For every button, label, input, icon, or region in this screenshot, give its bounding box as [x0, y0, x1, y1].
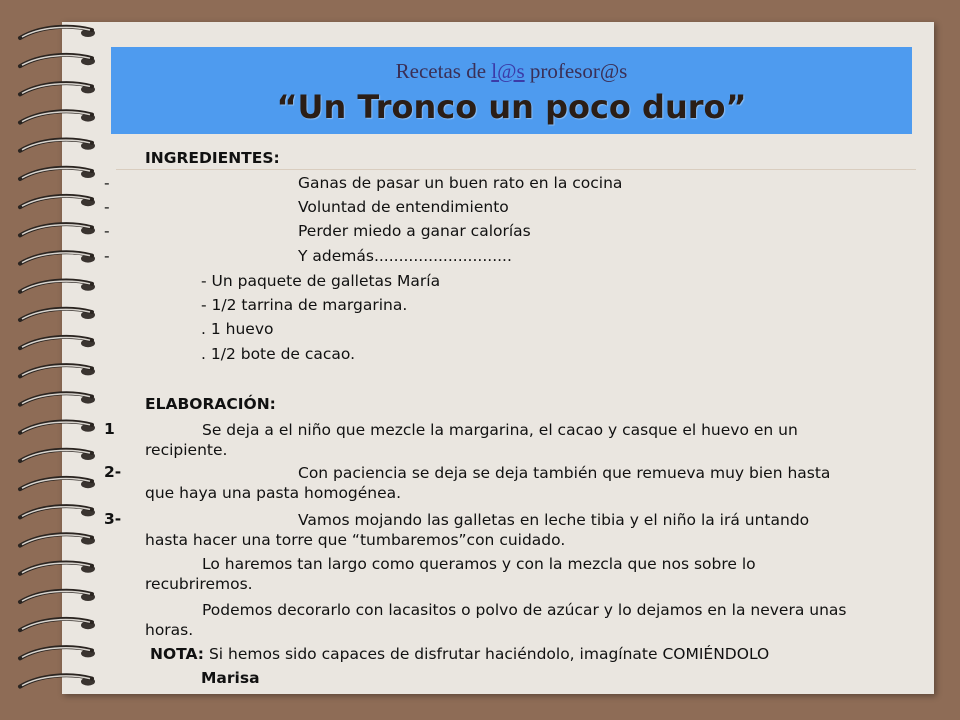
step-line: que haya una pasta homogénea. [145, 484, 402, 502]
ingredient-sub-item: . 1 huevo [201, 320, 274, 338]
step-text [145, 420, 910, 460]
subtitle [111, 59, 912, 84]
paragraph-line: Podemos decorarlo con lacasitos o polvo de azúcar y lo dejamos en la nevera unas [202, 601, 847, 619]
step-text [145, 510, 910, 550]
bullet-marker: - [104, 174, 110, 192]
paragraph-line: horas. [145, 621, 194, 639]
note-text: Si hemos sido capaces de disfrutar haciéndolo, imagínate COMIÉNDOLO [204, 645, 770, 663]
paragraph-line: Lo haremos tan largo como queramos y con la mezcla que nos sobre lo [202, 555, 756, 573]
subtitle-suffix: profesor@s [524, 59, 628, 83]
step-number: 1 [104, 420, 115, 438]
bullet-text: Ganas de pasar un buen rato en la cocina [298, 174, 623, 192]
title-banner [111, 47, 912, 134]
elaboration-heading: ELABORACIÓN: [145, 395, 276, 413]
bullet-text: Voluntad de entendimiento [298, 198, 509, 216]
step-line: Vamos mojando las galletas en leche tibia y el niño la irá untando [298, 511, 810, 529]
author-signature: Marisa [201, 669, 260, 687]
extra-paragraph [145, 554, 910, 594]
note [150, 645, 769, 663]
paragraph-line: recubriremos. [145, 575, 253, 593]
bullet-text: Y además............................ [298, 247, 512, 265]
bullet-marker: - [104, 198, 110, 216]
note-label: NOTA: [150, 645, 205, 663]
subtitle-link[interactable]: l@s [491, 59, 525, 83]
page-title: “Un Tronco un poco duro” [276, 88, 747, 126]
step-line: Se deja a el niño que mezcle la margarina, el cacao y casque el huevo en un [202, 421, 798, 439]
ingredient-sub-item: - Un paquete de galletas María [201, 272, 441, 290]
ingredients-heading: INGREDIENTES: [145, 149, 280, 167]
bullet-text: Perder miedo a ganar calorías [298, 222, 531, 240]
ingredient-sub-item: . 1/2 bote de cacao. [201, 345, 356, 363]
divider [116, 169, 916, 170]
ingredient-sub-item: - 1/2 tarrina de margarina. [201, 296, 408, 314]
bullet-marker: - [104, 247, 110, 265]
step-line: hasta hacer una torre que “tumbaremos”con cuidado. [145, 531, 566, 549]
step-number: 2- [104, 463, 122, 481]
subtitle-prefix: Recetas de [395, 59, 492, 83]
step-line: Con paciencia se deja se deja también que remueva muy bien hasta [298, 464, 831, 482]
step-text [145, 463, 910, 503]
bullet-marker: - [104, 222, 110, 240]
step-line: recipiente. [145, 441, 228, 459]
step-number: 3- [104, 510, 122, 528]
extra-paragraph [145, 600, 910, 640]
